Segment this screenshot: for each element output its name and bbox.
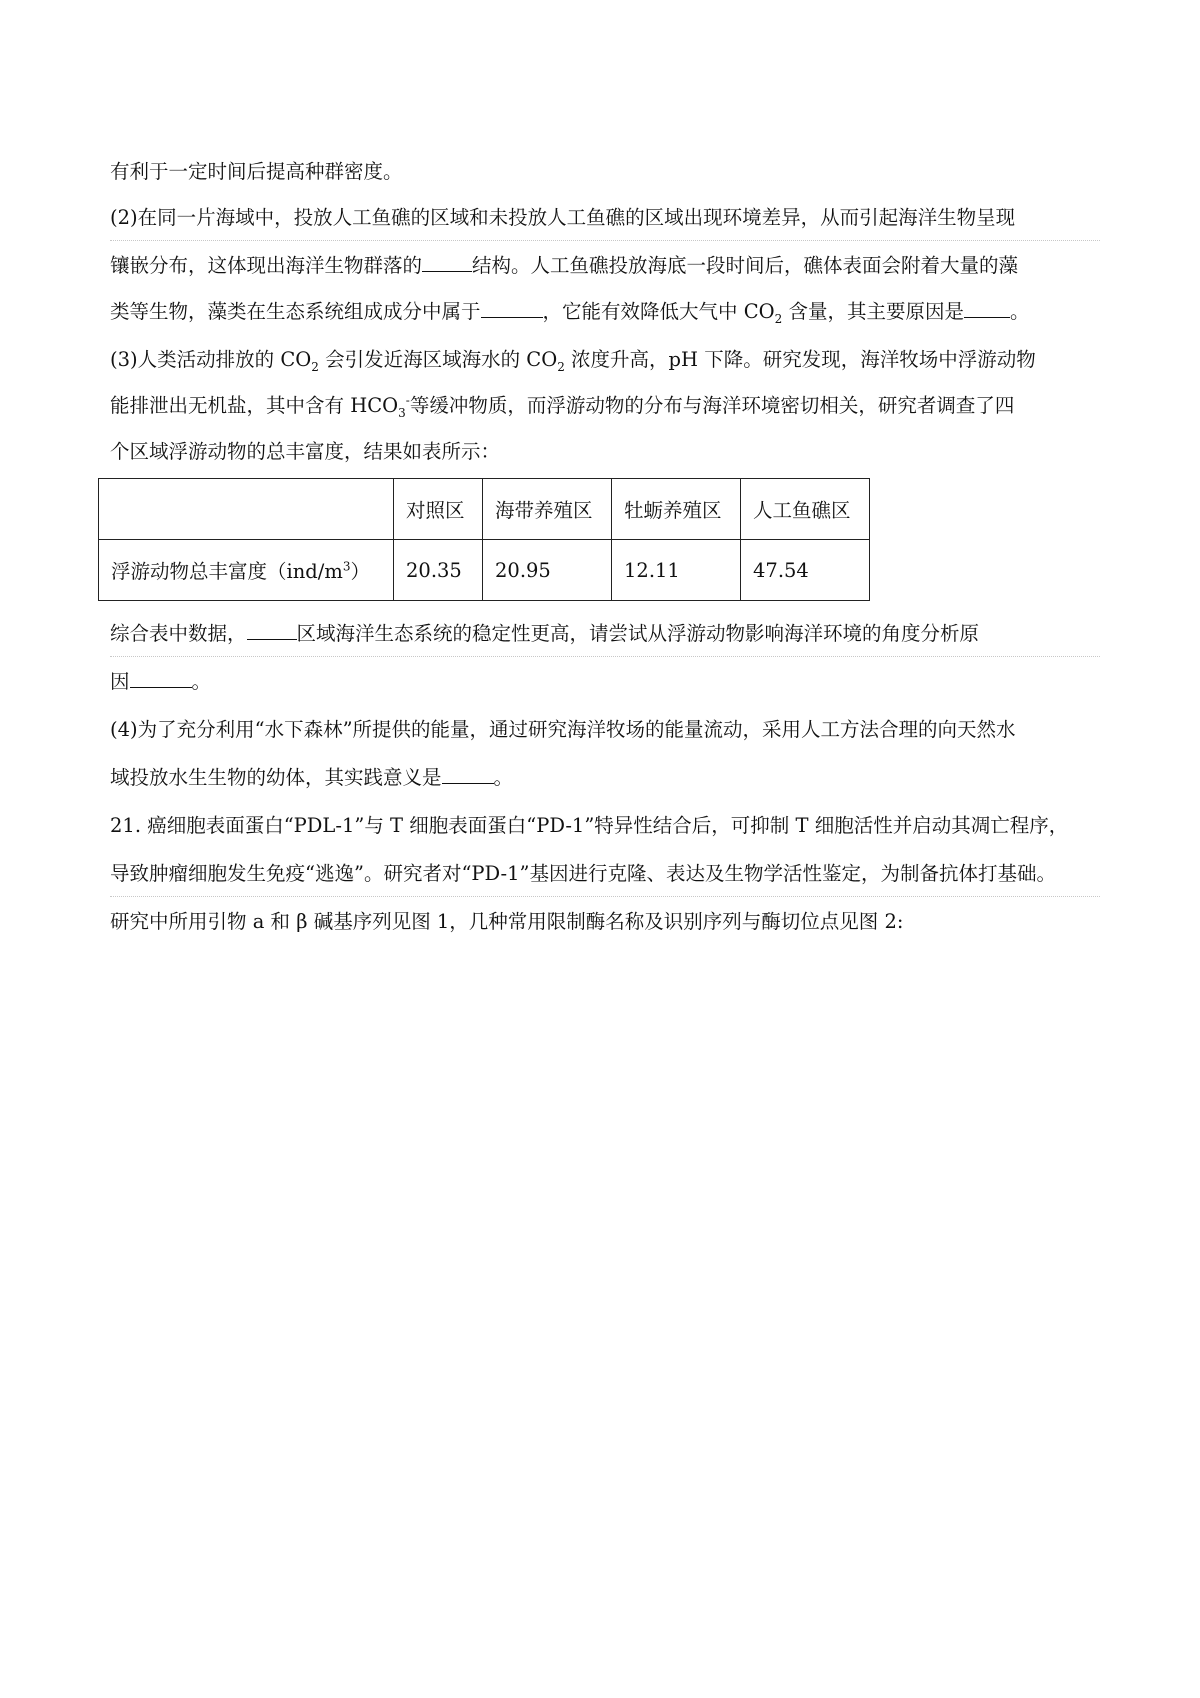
text-segment: 会引发近海区域海水的 CO: [318, 348, 558, 371]
answer-blank: [130, 669, 192, 688]
text-line: 导致肿瘤细胞发生免疫“逃逸”。研究者对“PD-1”基因进行克隆、表达及生物学活性鉴定，为制备抗体打基础。: [110, 862, 1056, 885]
text-segment: 。: [493, 766, 514, 789]
text-segment: 域投放水生生物的幼体，其实践意义是: [110, 766, 442, 789]
table-header-cell: 对照区: [394, 479, 483, 540]
table-cell: 47.54: [741, 540, 870, 601]
subscript: 2: [311, 359, 319, 374]
text-segment: 等缓冲物质，而浮游动物的分布与海洋环境密切相关，研究者调查了四: [409, 394, 1015, 417]
text-segment: 结构。人工鱼礁投放海底一段时间后，礁体表面会附着大量的藻: [472, 254, 1019, 277]
subscript: 2: [774, 311, 783, 326]
table-cell: 20.95: [483, 540, 612, 601]
text-segment: (3)人类活动排放的 CO: [110, 348, 312, 371]
text-line: [110, 392, 1100, 420]
text-line: (2)在同一片海域中，投放人工鱼礁的区域和未投放人工鱼礁的区域出现环境差异，从而引起海洋生物呈现: [110, 206, 1016, 229]
text-line: 个区域浮游动物的总丰富度，结果如表所示：: [110, 440, 501, 463]
text-line: 研究中所用引物 a 和 β 碱基序列见图 1，几种常用限制酶名称及识别序列与酶切位点见图 2:: [110, 910, 904, 933]
divider: [110, 240, 1100, 241]
text-line: [110, 298, 1100, 326]
text-segment: 类等生物，藻类在生态系统组成成分中属于: [110, 300, 481, 323]
text-segment: ，它能有效降低大气中 CO: [542, 300, 775, 323]
table-row: [99, 540, 870, 601]
answer-blank: [481, 299, 543, 318]
table-header-cell: 牡蛎养殖区: [612, 479, 741, 540]
text-line: [110, 252, 1100, 280]
table-row-label: 浮游动物总丰富度$(ind/m^3)$: [99, 540, 394, 601]
table-header-cell: [99, 479, 394, 540]
table-cell: 20.35: [394, 540, 483, 601]
text-segment: 能排泄出无机盐，其中含有 HCO: [110, 394, 399, 417]
text-line: 有利于一定时间后提高种群密度。: [110, 160, 403, 183]
table-header-row: [99, 479, 870, 540]
text-line: (4)为了充分利用“水下森林”所提供的能量，通过研究海洋牧场的能量流动，采用人工方法合理的向天然水: [110, 718, 1016, 741]
superscript: -: [405, 393, 410, 408]
answer-blank: [442, 765, 494, 784]
answer-blank: [422, 253, 472, 272]
text-segment: 因: [110, 670, 130, 693]
text-segment: 含量，其主要原因是: [782, 300, 964, 323]
divider: [110, 656, 1100, 657]
subscript: 2: [557, 359, 565, 374]
text-segment: 。: [1009, 300, 1030, 323]
table-header-cell: 海带养殖区: [483, 479, 612, 540]
text-line: [110, 668, 1100, 696]
table-header-cell: 人工鱼礁区: [741, 479, 870, 540]
subscript: 3: [398, 405, 406, 420]
text-segment: 浓度升高，pH 下降。研究发现，海洋牧场中浮游动物: [564, 348, 1036, 371]
text-line: [110, 346, 1100, 374]
text-segment: 区域海洋生态系统的稳定性更高，请尝试从浮游动物影响海洋环境的角度分析原: [296, 622, 980, 645]
text-line: [110, 764, 1100, 792]
divider: [110, 896, 1100, 897]
text-segment: 。: [191, 670, 212, 693]
data-table: [98, 478, 870, 601]
answer-blank: [247, 621, 297, 640]
text-line: 21. 癌细胞表面蛋白“PDL-1”与 T 细胞表面蛋白“PD-1”特异性结合后，可抑制 T 细胞活性并启动其凋亡程序，: [110, 814, 1069, 837]
text-segment: 镶嵌分布，这体现出海洋生物群落的: [110, 254, 423, 277]
answer-blank: [964, 299, 1010, 318]
text-segment: 综合表中数据，: [110, 622, 247, 645]
table-cell: 12.11: [612, 540, 741, 601]
text-line: [110, 620, 1100, 648]
